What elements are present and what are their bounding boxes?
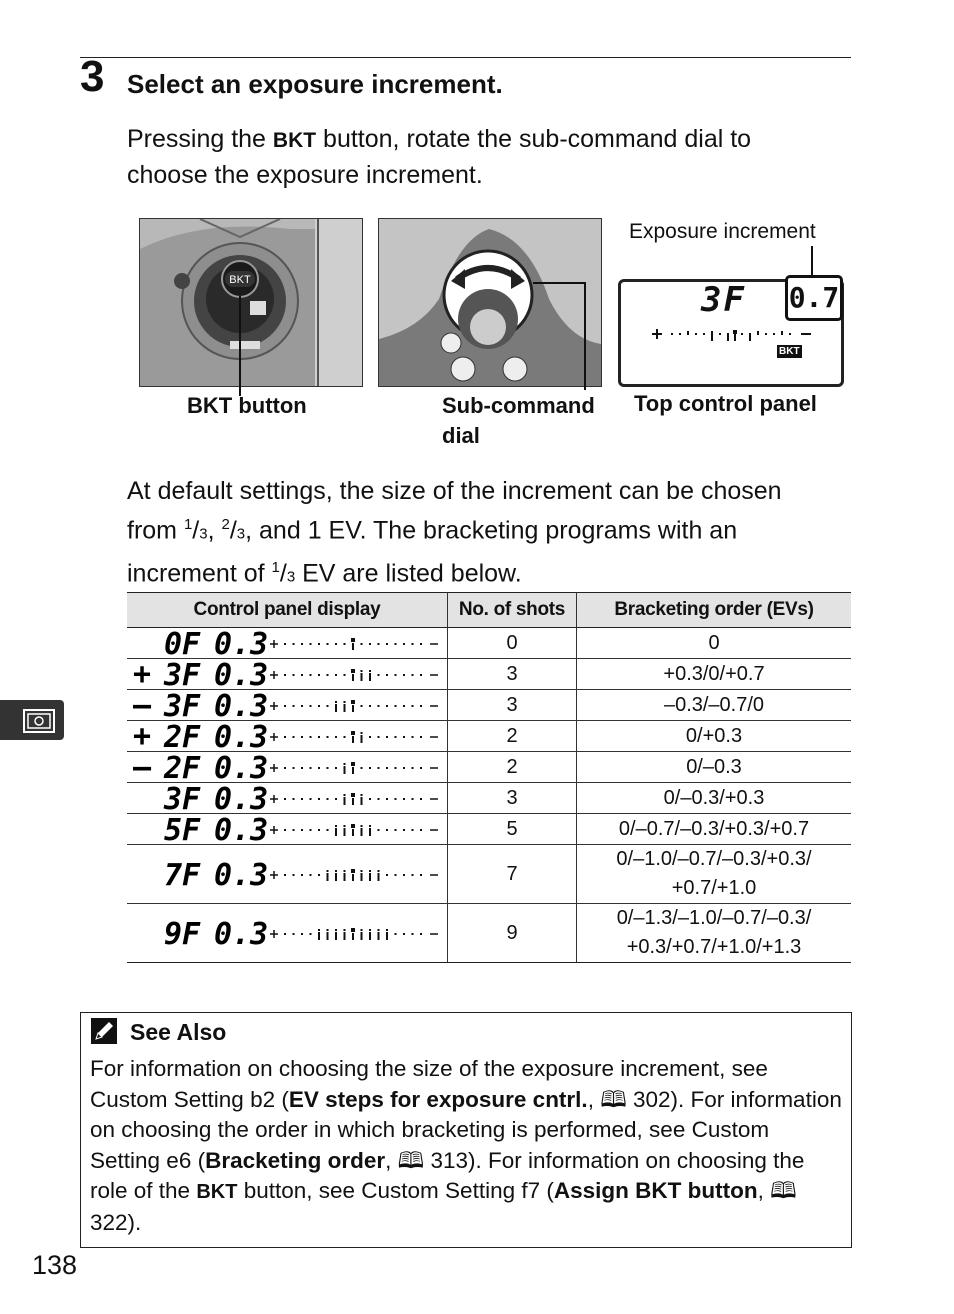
bracket-indicator (270, 793, 438, 805)
control-panel-display-cell (127, 845, 448, 904)
bracket-indicator (270, 762, 438, 774)
table-row (127, 721, 851, 752)
table-row (127, 659, 851, 690)
see-also-body: For information on choosing the size of the exposure increment, see Custom Setting b2 (EV steps for exposure cntrl., 🕮 302). For information on choosing the order in which bracketing is performed, see Custom Setting e6 (Bracketing order, 🕮 313). For information on choosing the role of the BKT button, see Custom Setting f7 (Assign BKT button, 🕮 322). (90, 1056, 842, 1235)
table-row (127, 783, 851, 814)
table-row (127, 845, 851, 904)
frames-readout: 2F (164, 721, 201, 751)
lcd-display-graphic (128, 814, 446, 844)
bracket-sign: – (132, 752, 152, 782)
bracketing-order-cell: 0/–0.7/–0.3/+0.3/+0.7 (577, 814, 852, 845)
lcd-display-graphic (128, 690, 446, 720)
top-control-panel-lcd (618, 279, 844, 387)
table-row (127, 690, 851, 721)
frames-readout: 7F (164, 859, 201, 889)
frames-readout: 0F (164, 628, 201, 658)
shots-cell: 2 (448, 752, 577, 783)
bracket-sign: – (132, 690, 152, 720)
frames-readout: 3F (164, 659, 201, 689)
lcd-display-graphic (128, 859, 446, 889)
bracket-indicator (270, 928, 438, 940)
lcd-frames: 3F (701, 280, 746, 320)
bracket-sign: + (132, 721, 152, 751)
frames-readout: 3F (164, 690, 201, 720)
lcd-display-graphic (128, 918, 446, 948)
bracketing-order-cell: 0/–1.0/–0.7/–0.3/+0.3/ +0.7/+1.0 (577, 845, 852, 904)
header-bracketing-order: Bracketing order (EVs) (577, 593, 852, 628)
lcd-display-graphic (128, 783, 446, 813)
chapter-side-tab (0, 700, 64, 740)
table-header-row (127, 593, 851, 628)
bracketing-order-cell: 0/–1.3/–1.0/–0.7/–0.3/ +0.3/+0.7/+1.0/+1.3 (577, 904, 852, 963)
bracketing-order-cell: 0/+0.3 (577, 721, 852, 752)
default-settings-paragraph: At default settings, the size of the increment can be chosen from $^1$/3, $^2$/3, and 1 EV. The bracketing programs with an increment of $^1$/3 EV are listed below. (127, 477, 782, 588)
see-also-title: See Also (130, 1019, 227, 1045)
top-control-panel-label: Top control panel (634, 391, 817, 416)
shots-cell: 7 (448, 845, 577, 904)
control-panel-display-cell (127, 690, 448, 721)
lcd-bkt-badge: BKT (779, 346, 800, 357)
frames-readout: 2F (164, 752, 201, 782)
bracket-indicator (270, 700, 438, 712)
page-ref-313[interactable]: 313 (430, 1147, 468, 1173)
increment-readout: 0.3 (214, 752, 269, 782)
bracket-indicator (270, 824, 438, 836)
lcd-display-graphic (128, 628, 446, 658)
lcd-value: 0.7 (788, 281, 840, 314)
control-panel-display-cell (127, 814, 448, 845)
table-row (127, 752, 851, 783)
bkt-button-label: BKT button (187, 393, 307, 418)
page-number: 138 (32, 1250, 78, 1280)
increment-readout: 0.3 (214, 783, 269, 813)
bracketing-order-cell: –0.3/–0.7/0 (577, 690, 852, 721)
shots-cell: 5 (448, 814, 577, 845)
frames-readout: 9F (164, 918, 201, 948)
bracket-indicator (270, 869, 438, 881)
frames-readout: 3F (164, 783, 201, 813)
control-panel-display-cell (127, 904, 448, 963)
bracketing-order-cell: 0/–0.3 (577, 752, 852, 783)
header-control-panel-display: Control panel display (127, 593, 448, 628)
bracket-indicator (270, 731, 438, 743)
book-reference-icon: 🕮 (770, 1178, 797, 1203)
lcd-value-box (785, 275, 843, 321)
page-ref-302[interactable]: 302 (633, 1086, 671, 1112)
camera-bkt-badge: BKT (229, 274, 251, 286)
page-ref-322[interactable]: 322 (90, 1209, 128, 1235)
increment-readout: 0.3 (214, 628, 269, 658)
increment-readout: 0.3 (214, 918, 269, 948)
shots-cell: 3 (448, 783, 577, 814)
control-panel-display-cell (127, 783, 448, 814)
control-panel-display-cell (127, 628, 448, 659)
step-title: Select an exposure increment. (127, 69, 503, 99)
sub-command-dial-label: Sub-command dial (442, 393, 595, 448)
table-row (127, 814, 851, 845)
bracketing-order-cell: 0 (577, 628, 852, 659)
bkt-inline: BKT (272, 129, 317, 152)
lcd-display-graphic (128, 659, 446, 689)
bracket-indicator (270, 638, 438, 650)
shots-cell: 3 (448, 659, 577, 690)
control-panel-display-cell (127, 721, 448, 752)
bracket-sign: + (132, 659, 152, 689)
lcd-bracket-indicator (649, 326, 819, 342)
table-row (127, 628, 851, 659)
step-intro: Pressing the BKT button, rotate the sub-command dial to choose the exposure increment. (127, 125, 752, 189)
bracketing-order-cell: +0.3/0/+0.7 (577, 659, 852, 690)
book-reference-icon: 🕮 (600, 1086, 627, 1112)
increment-readout: 0.3 (214, 659, 269, 689)
increment-readout: 0.3 (214, 859, 269, 889)
lcd-display-graphic (128, 721, 446, 751)
frames-readout: 5F (164, 814, 201, 844)
bracketing-order-cell: 0/–0.3/+0.3 (577, 783, 852, 814)
table-row (127, 904, 851, 963)
book-reference-icon: 🕮 (397, 1147, 425, 1173)
camera-mode-tab-icon (0, 700, 64, 740)
shots-cell: 3 (448, 690, 577, 721)
step-number: 3 (80, 52, 105, 101)
shots-cell: 0 (448, 628, 577, 659)
control-panel-display-cell (127, 659, 448, 690)
lcd-display-graphic (128, 752, 446, 782)
increment-readout: 0.3 (214, 690, 269, 720)
header-no-of-shots: No. of shots (448, 593, 577, 628)
increment-readout: 0.3 (214, 721, 269, 751)
control-panel-display-cell (127, 752, 448, 783)
shots-cell: 9 (448, 904, 577, 963)
pencil-note-icon (90, 1017, 120, 1045)
exposure-increment-label: Exposure increment (629, 220, 816, 243)
shots-cell: 2 (448, 721, 577, 752)
increment-readout: 0.3 (214, 814, 269, 844)
bracketing-table (127, 592, 851, 963)
bracket-indicator (270, 669, 438, 681)
